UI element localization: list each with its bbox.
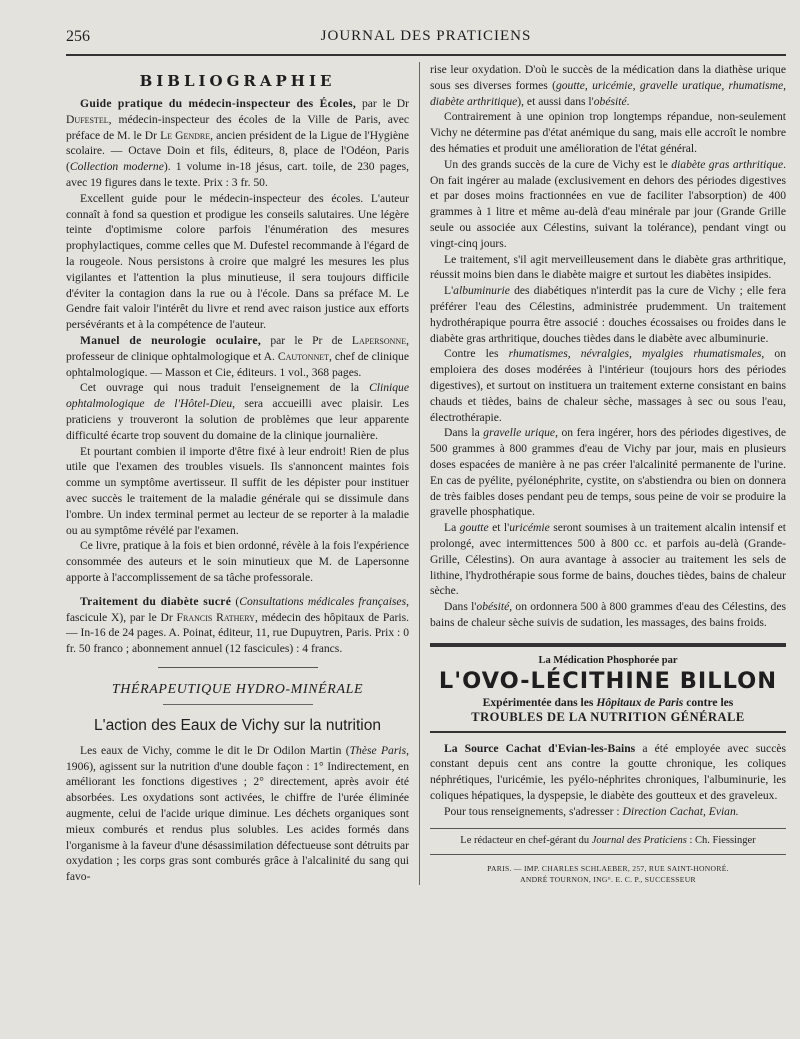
page-number: 256 [66,28,90,45]
entry-3-title: Traitement du diabète sucré [80,594,232,608]
imprint-line-2: ANDRÉ TOURNON, ING°. E. C. P., SUCCESSEUR [520,874,696,884]
left-column [66,62,420,885]
article-text: Contre les [444,347,509,361]
ad-bottom-rule [430,828,786,829]
ad-cachat-name: La Source Cachat d'Evian-les-Bains [444,741,636,755]
article-text: Dans l' [444,600,477,614]
disease-term: albuminurie [453,284,510,298]
disease-term: goutte [459,521,489,535]
author-name: Francis Rathery [176,610,255,624]
entry-text: ( [231,594,240,608]
imprint-rule [430,854,786,855]
article-text: , on ordonnera 500 à 800 grammes d'eau des Célestins, des bains de chaleur sèche suivis de sudation, les massages, des bains froids. [430,600,786,629]
therapeutique-section-title: THÉRAPEUTIQUE HYDRO-MINÉRALE [111,681,364,697]
article-paragraph-5 [430,283,786,346]
article-text: Les eaux de Vichy, comme le dit le Dr Odilon Martin ( [80,743,350,757]
entry-text: , ancien président de la Ligue de l'Hygiène scolaire. — Octave Doin et fils, éditeurs, 8, place de l'Odéon, Paris ( [66,128,409,174]
author-name: Dufestel [66,112,109,126]
header-rule [66,54,786,56]
ad-subline [430,696,786,709]
entry-text: par le Pr de [261,333,352,347]
footer-text: Le rédacteur en chef-gérant du [460,834,592,846]
ad-contact [430,804,786,820]
article-text: rise leur oxydation. D'où le succès de la médication dans la diathèse urique sous ses diverses formes ( [430,63,786,92]
entry-text: par le Dr [356,97,409,110]
article-text: . [626,94,630,108]
bibliography-entry-2 [66,333,409,380]
article-text: , on fera ingérer, hors des périodes digestives, de 500 grammes à 800 grammes d'eau de Vichy par jour, mais en plusieurs doses espacées de manière à ne pas créer l'alcalinité permanente de l'urine. En cas de pyélite, pyélonéphrite, cystite, on s'abstiendra ou bien on donnera de très faibles doses pendant peu de temps, sous peine de voir se produire la gravelle phosphatique. [430,426,786,519]
article-text: , on emploiera des doses modérées à l'intérieur (toujours hors des périodes digestives), et surtout on instituera un traitement externe consistant en bains chauds et tièdes, bains de chaleur sèche, massages à sec ou sous l'eau, électrothérapie. [430,347,787,424]
entry-text: , chef de clinique ophtalmologique. — Masson et Cie, éditeurs. 1 vol., 368 pages. [66,349,409,379]
series-name: Collection moderne [69,160,164,174]
citation: Thèse Paris [349,743,407,757]
series-name: Consultations médicales françaises [239,594,407,608]
article-paragraph-1 [66,743,409,885]
disease-list: goutte, uricémie, gravelle uratique, rhumatisme, diabète arthritique [430,78,786,108]
footer-text: : Ch. Fiessinger [686,834,756,846]
disease-list: rhumatismes, névralgies, myalgies rhumatismales [508,347,762,361]
article-paragraph-2: Contrairement à une opinion trop longtemps répandue, non-seulement Vichy ne détermine pas d'état anémique du sang, mais elle accroît le nombre des hématies et produit une amélioration de l'état général. [430,110,786,155]
article-paragraph-9 [430,599,786,631]
article-paragraph-4: Le traitement, s'il agit merveilleusement dans le diabète gras arthritique, réussit moins bien dans le diabète maigre et surtout les diabètes insipides. [430,252,786,282]
bibliography-entry-1 [66,96,409,191]
entry-text: , médecin des hôpitaux de Paris. — In-16 de 24 pages. A. Poinat, éditeur, 11, rue Dupuytren, Paris. Prix : 0 fr. 50 franco ; abonnement annuel (12 fascicules) : 4 francs. [66,610,409,656]
article-text: , 1906), agissent sur la nutrition d'une double façon : 1° Indirectement, en améliorant les fonctions digestives ; 2° directement, après avoir été absorbées. Les oxydations sont activées, le chiffre de l'urée éliminée augmente, celui de l'acide urique diminue. Les déchets organiques sont mieux comburés et rendus plus solubles. Les acides formés dans l'organisme à la faveur d'une désassimilation défectueuse sont détruits par oxydation ; les corps gras sont comburés grâce à l'alcalinité du sang qui favo- [66,743,409,884]
article-text: La [444,521,460,535]
section-underline [163,704,313,705]
ad-text: a été employée avec succès constant depuis cent ans contre la goutte chronique, les coliques néphrétiques, l'uricémie, les pyélo-néphrites chroniques, l'albuminurie, les coliques hépatiques, la dyspepsie, le diabète des goutteux et des graveleux. [430,741,786,803]
disease-term: obésité [593,94,627,108]
disease-term: obésité [476,600,510,614]
review-text: Cet ouvrage qui nous traduit l'enseignement de la [80,381,370,395]
article-text: des diabétiques n'interdit pas la cure de Vichy ; elle fera préférer l'eau des Célestins, administrée prudemment. Un traitement hydrothérapique pourra être associé : douches écossaises ou froides dans le diabète gras arthritique, douches tièdes dans le diabète avec albuminurie. [430,284,786,345]
article-text: Dans la [444,426,484,440]
ad-intro: La Médication Phosphorée par [538,654,678,666]
bibliography-title: BIBLIOGRAPHIE [139,72,336,90]
review-text: , sera accueilli avec plaisir. Les praticiens y trouveront la solution de problèmes que leur apparente difficulté écarte trop souvent du domaine de la clinique journalière. [66,397,410,442]
entry-text: , médecin-inspecteur des écoles de la Ville de Paris, avec préface de M. le Dr [66,112,409,142]
article-text: ), et aussi dans l' [517,94,594,108]
author-name: Lapersonne [351,333,407,347]
right-column [420,62,786,885]
section-separator [158,667,318,668]
page-header [66,24,786,48]
disease-term: uricémie [509,521,550,535]
entry-1-title: Guide pratique du médecin-inspecteur des Écoles, [80,97,357,110]
ad-top-rule [430,643,786,647]
article-paragraph-6 [430,346,786,425]
entry-2-review-3: Ce livre, pratique à la fois et bien ordonné, révèle à la fois l'expérience consommée des auteurs et le soin minutieux que M. de Lapersonne apporte à l'accomplissement de sa tâche professorale. [66,539,409,584]
article-text: Un des grands succès de la cure de Vichy est le [444,157,672,171]
two-column-body [66,62,786,885]
article-text: et l' [488,521,510,535]
entry-1-review: Excellent guide pour le médecin-inspecteur des écoles. L'auteur connaît à fond sa question et prodigue les conseils salutaires. Une légère teinte d'optimisme colore parfois l'énumération des mesures prophylactiques, comme celles que M. Dufestel recommande à l'égard de la rougeole. Nous persistons à croire que malgré les mesures les plus vigilantes et l'attention la plus minutieuse, il sera toujours difficile d'éviter la contagion dans la rue ou à l'école. Dans sa préface M. Le Gendre fait valoir l'intérêt du livre et rend avec raison justice aux efforts persévérants et à la compétence de l'auteur. [66,191,409,332]
entry-2-review-2: Et pourtant combien il importe d'être fixé à leur endroit! Rien de plus utile que l'examen des troubles visuels. Ils s'annoncent maintes fois comme un symptôme avertisseur. Il suffit de les dépister pour instituer avec succès le traitement de la maladie générale qui se dissimule dans l'ombre. Un index terminal permet au lecteur de se reporter à la maladie ou au symptôme révélé par l'examen. [66,444,409,537]
imprint-line-1: PARIS. — IMP. CHARLES SCHLAEBER, 257, RUE SAINT-HONORÉ. [487,863,729,873]
ad-text: Pour tous renseignements, s'adresser : [444,804,623,818]
ad-text: contre les [683,695,734,709]
article-paragraph-8 [430,520,786,599]
article-paragraph-3 [430,157,786,252]
author-name: Cautonnet [277,349,329,363]
entry-text: ). 1 volume in-18 jésus, cart. toile, de 230 pages, avec 19 figures dans le texte. Prix : 3 fr. 50. [66,160,409,189]
article-paragraph-7 [430,425,786,520]
article-text: seront soumises à un traitement alcalin intensif et prolongé, avec intermittences 500 à 800 cc. et parfois au-delà (Grande-Grille, Célestins). On aura avantage à associer au traitement les sels de lithine, l'hydrothérapie sous forme de bains, douches tièdes, bains de chaleur sèche. [430,521,786,598]
ad-hospitals: Hôpitaux de Paris [596,695,684,709]
article-title: L'action des Eaux de Vichy sur la nutrition [93,716,381,734]
ad-cachat-text [430,741,786,804]
disease-term: gravelle urique [483,426,556,440]
disease-term: diabète gras arthritique [671,157,784,171]
ad-mid-rule [430,731,786,733]
advertisement-box [430,643,786,829]
ad-contact-address: Direction Cachat, Evian. [622,804,739,818]
editor-line [430,835,786,846]
journal-title: JOURNAL DES PRATICIENS [320,28,532,44]
entry-text: , fascicule X), par le Dr [66,594,409,624]
author-name: Le Gendre [160,128,211,142]
entry-text: , professeur de clinique ophtalmologique et A. [66,333,409,363]
ad-text: Expérimentée dans les [482,695,597,709]
bibliography-entry-3 [66,594,409,657]
entry-2-title: Manuel de neurologie oculaire, [80,333,262,347]
ad-tagline: TROUBLES DE LA NUTRITION GÉNÉRALE [471,709,745,724]
printer-imprint [430,863,786,885]
article-text: . On fait ingérer au malade (exclusivement en dehors des périodes digestives et par doses moins fractionnées en vue de faciliter l'absorption) de 400 grammes à 1 litre et même au-delà d'eau minérale par jour (Grande Grille seule ou associée aux Célestins, suivant la tolérance), pendant vingt ou vingt-cinq jours. [430,157,786,250]
journal-name: Journal des Praticiens [591,834,687,846]
ad-product-name: L'OVO-LÉCITHINE BILLON [438,667,778,694]
clinic-name: Clinique ophtalmologique de l'Hôtel-Dieu [66,381,409,411]
entry-2-review-1 [66,380,409,443]
article-text: L' [444,284,454,298]
article-paragraph-1-continued [430,62,786,109]
